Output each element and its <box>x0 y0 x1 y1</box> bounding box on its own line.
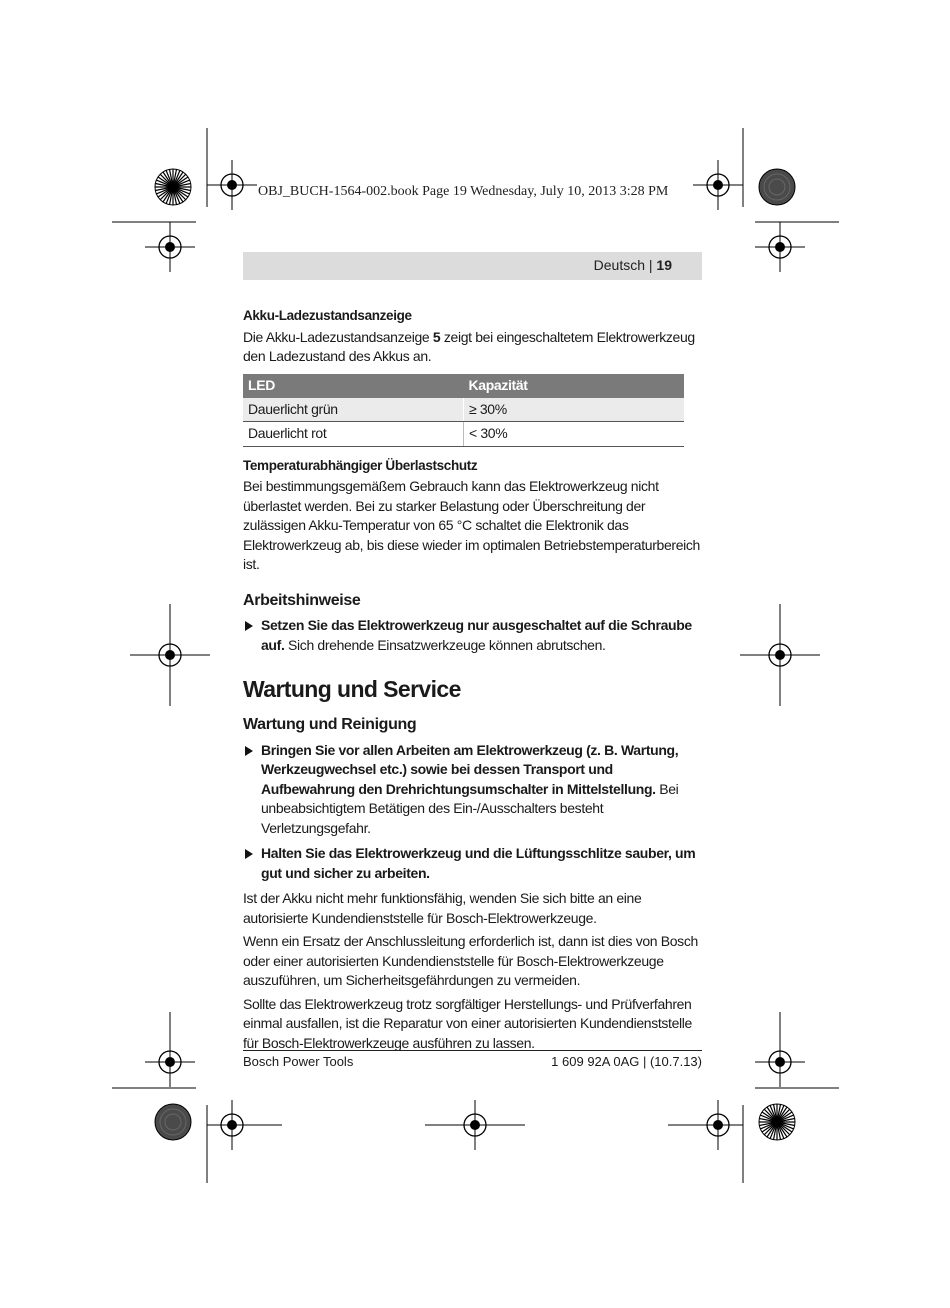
bullet-arbeitshinweis <box>243 616 702 655</box>
paragraph-akku <box>243 328 702 367</box>
akku-text-b: zeigt bei eingeschaltetem Elektrowerkzeug den Ladezustand des Akkus an. <box>243 328 695 364</box>
header-language: Deutsch <box>593 257 645 273</box>
table-cell: ≥ 30% <box>464 398 685 422</box>
table-row <box>243 422 684 447</box>
page-header-text <box>594 257 672 273</box>
paragraph-anschlussleitung: Wenn ein Ersatz der Anschlussleitung erforderlich ist, dann ist dies von Bosch oder einer autorisierten Kundendienststelle für Bosch-Elektrowerkzeuge auszuführen, um Sicherheitsgefährdungen zu vermeiden. <box>243 933 698 988</box>
heading-temperatur: Temperaturabhängiger Überlastschutz <box>243 457 478 473</box>
paragraph-temperatur: Bei bestimmungsgemäßem Gebrauch kann das Elektrowerkzeug nicht überlastet werden. Bei zu starker Belastung oder Überschreitung der zulässigen Akku-Temperatur von 65 °C schaltet die Elektronik das Elektrowerkzeug ab, bis diese wieder im optimalen Betriebstemperaturbereich ist. <box>243 478 700 572</box>
footer-rule <box>243 1050 702 1051</box>
bullet-bold-text: Halten Sie das Elektrowerkzeug und die Lüftungsschlitze sauber, um gut und sicher zu arbeiten. <box>261 845 696 881</box>
heading-wartung-und-service: Wartung und Service <box>243 676 461 702</box>
bullet-triangle-icon <box>245 746 253 756</box>
table-cell: Dauerlicht grün <box>243 398 464 422</box>
bullet-bold-text: Setzen Sie das Elektrowerkzeug nur ausgeschaltet auf die Schraube auf. <box>261 617 692 653</box>
bullet-wartung-1 <box>243 741 702 839</box>
akku-text-bold: 5 <box>432 328 441 345</box>
bullet-triangle-icon <box>245 621 253 631</box>
header-separator: | <box>645 257 657 273</box>
bullet-bold-text: Bringen Sie vor allen Arbeiten am Elektrowerkzeug (z. B. Wartung, Werkzeugwechsel etc.) sowie bei dessen Transport und Aufbewahrung den Drehrichtungsumschalter in Mittelstellung. <box>261 741 679 797</box>
akku-text-a: Die Akku-Ladezustandsanzeige <box>243 328 433 345</box>
table-cell: < 30% <box>464 422 685 447</box>
led-capacity-table <box>243 374 684 447</box>
print-slug-line: OBJ_BUCH-1564-002.book Page 19 Wednesday, July 10, 2013 3:28 PM <box>258 184 669 199</box>
table-header-capacity: Kapazität <box>464 374 685 398</box>
bullet-text: Bei unbeabsichtigtem Betätigen des Ein-/Ausschalters besteht Verletzungsgefahr. <box>261 780 679 836</box>
heading-akku-ladezustandsanzeige: Akku-Ladezustandsanzeige <box>243 308 412 323</box>
bullet-text: Sich drehende Einsatzwerkzeuge können abrutschen. <box>284 636 606 653</box>
heading-wartung-und-reinigung: Wartung und Reinigung <box>243 716 417 733</box>
bullet-wartung-2 <box>243 844 702 883</box>
heading-arbeitshinweise: Arbeitshinweise <box>243 591 361 609</box>
paragraph-akku-defekt: Ist der Akku nicht mehr funktionsfähig, wenden Sie sich bitte an eine autorisierte Kundendienststelle für Bosch-Elektrowerkzeuge. <box>243 890 642 926</box>
paragraph-reparatur: Sollte das Elektrowerkzeug trotz sorgfältiger Herstellungs- und Prüfverfahren einmal ausfallen, ist die Reparatur von einer autorisierten Kundendienststelle für Bosch-Elektrowerkzeuge ausführen zu lassen. <box>243 995 692 1051</box>
footer-brand: Bosch Power Tools <box>243 1054 354 1069</box>
page-content <box>243 306 702 1057</box>
page-header-bar <box>243 252 702 280</box>
bullet-triangle-icon <box>245 849 253 859</box>
table-row <box>243 398 684 422</box>
table-header-row <box>243 374 684 398</box>
header-page-number: 19 <box>656 257 672 273</box>
table-cell: Dauerlicht rot <box>243 422 464 447</box>
table-header-led: LED <box>243 374 464 398</box>
footer-doc-number: 1 609 92A 0AG | (10.7.13) <box>551 1054 702 1069</box>
